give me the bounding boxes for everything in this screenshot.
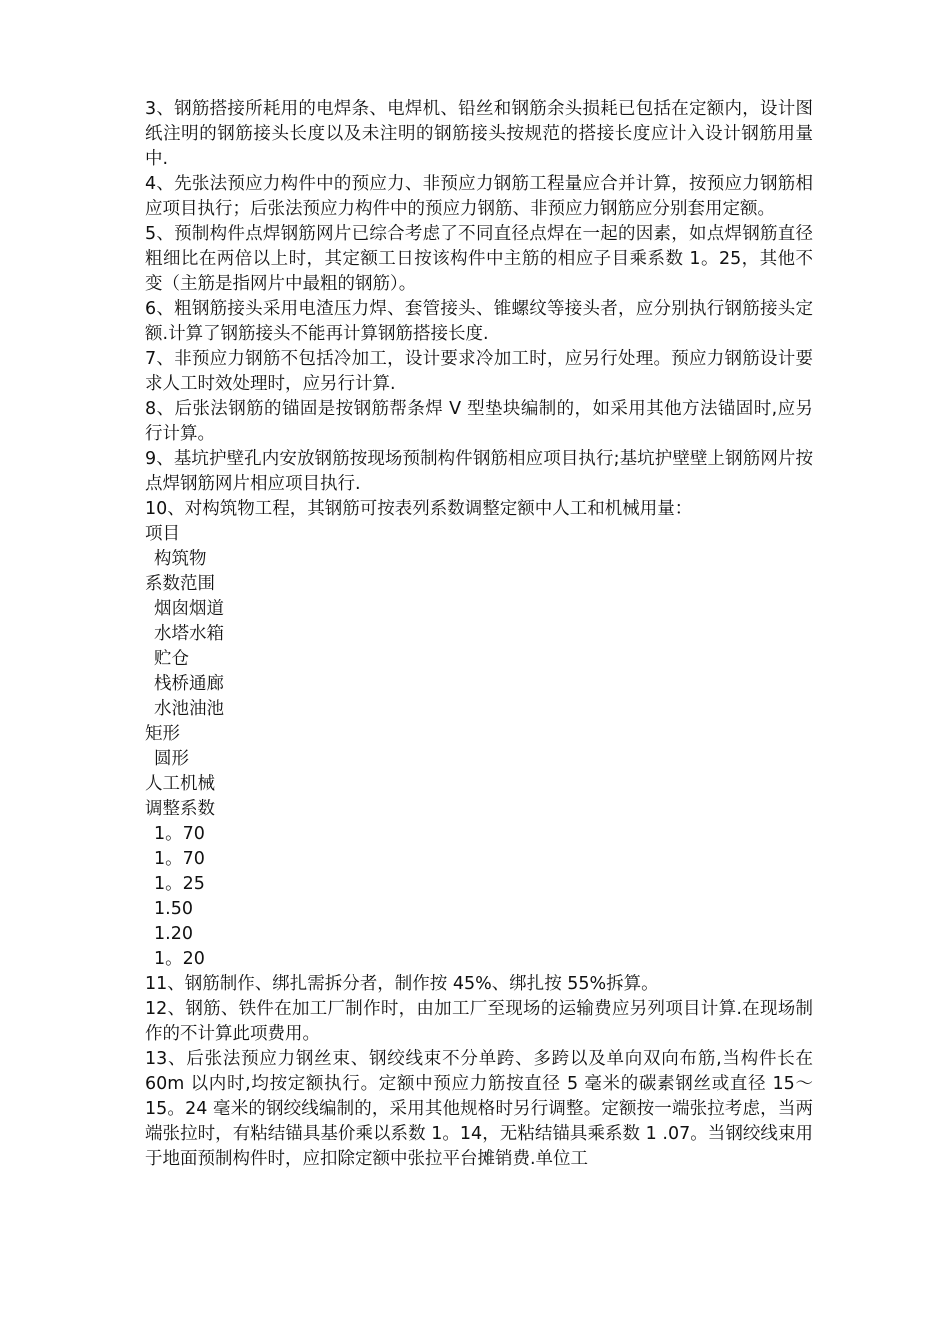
paragraph-11: 11、钢筋制作、绑扎需拆分者，制作按 45%、绑扎按 55%拆算。 <box>145 974 659 994</box>
table-line: 矩形 <box>145 724 180 744</box>
table-line: 1.20 <box>154 924 193 944</box>
table-line: 构筑物 <box>154 549 207 569</box>
table-line: 1.50 <box>154 899 193 919</box>
table-line: 烟囱烟道 <box>154 599 224 619</box>
table-line: 1。20 <box>154 949 205 969</box>
table-line: 系数范围 <box>145 574 215 594</box>
coefficient-table-lines <box>145 522 813 972</box>
paragraph-8: 8、后张法钢筋的锚固是按钢筋帮条焊 V 型垫块编制的，如采用其他方法锚固时,应另行计算。 <box>145 399 813 444</box>
table-line: 水塔水箱 <box>154 624 224 644</box>
table-line: 贮仓 <box>154 649 189 669</box>
paragraph-5: 5、预制构件点焊钢筋网片已综合考虑了不同直径点焊在一起的因素，如点焊钢筋直径粗细比在两倍以上时，其定额工日按该构件中主筋的相应子目乘系数 1。25，其他不变（主筋是指网片中最粗的钢筋）。 <box>145 224 813 294</box>
table-line: 圆形 <box>154 749 189 769</box>
paragraph-3: 3、钢筋搭接所耗用的电焊条、电焊机、铅丝和钢筋余头损耗已包括在定额内，设计图纸注明的钢筋接头长度以及未注明的钢筋接头按规范的搭接长度应计入设计钢筋用量中. <box>145 99 813 169</box>
paragraph-4: 4、先张法预应力构件中的预应力、非预应力钢筋工程量应合并计算，按预应力钢筋相应项目执行；后张法预应力构件中的预应力钢筋、非预应力钢筋应分别套用定额。 <box>145 174 813 219</box>
table-line: 1。70 <box>154 824 205 844</box>
paragraph-13: 13、后张法预应力钢丝束、钢绞线束不分单跨、多跨以及单向双向布筋,当构件长在 60m 以内时,均按定额执行。定额中预应力筋按直径 5 毫米的碳素钢丝或直径 15～15。24 毫米的钢绞线编制的，采用其他规格时另行调整。定额按一端张拉考虑，当两端张拉时，有粘结锚具基价乘以系数 1。14，无粘结锚具乘系数 1 .07。当钢绞线束用于地面预制构件时，应扣除定额中张拉平台摊销费.单位工 <box>145 1049 813 1169</box>
table-line: 项目 <box>145 524 180 544</box>
table-line: 人工机械 <box>145 774 215 794</box>
paragraph-10: 10、对构筑物工程，其钢筋可按表列系数调整定额中人工和机械用量： <box>145 499 693 519</box>
paragraph-9: 9、基坑护壁孔内安放钢筋按现场预制构件钢筋相应项目执行;基坑护壁壁上钢筋网片按点焊钢筋网片相应项目执行. <box>145 449 813 494</box>
table-line: 1。25 <box>154 874 205 894</box>
paragraph-7: 7、非预应力钢筋不包括冷加工，设计要求冷加工时，应另行处理。预应力钢筋设计要求人工时效处理时，应另行计算. <box>145 349 813 394</box>
document-body <box>145 97 813 1172</box>
table-line: 栈桥通廊 <box>154 674 224 694</box>
table-line: 1。70 <box>154 849 205 869</box>
paragraph-12: 12、钢筋、铁件在加工厂制作时，由加工厂至现场的运输费应另列项目计算.在现场制作的不计算此项费用。 <box>145 999 813 1044</box>
paragraph-6: 6、粗钢筋接头采用电渣压力焊、套管接头、锥螺纹等接头者，应分别执行钢筋接头定额.计算了钢筋接头不能再计算钢筋搭接长度. <box>145 299 813 344</box>
table-line: 水池油池 <box>154 699 224 719</box>
table-line: 调整系数 <box>145 799 215 819</box>
